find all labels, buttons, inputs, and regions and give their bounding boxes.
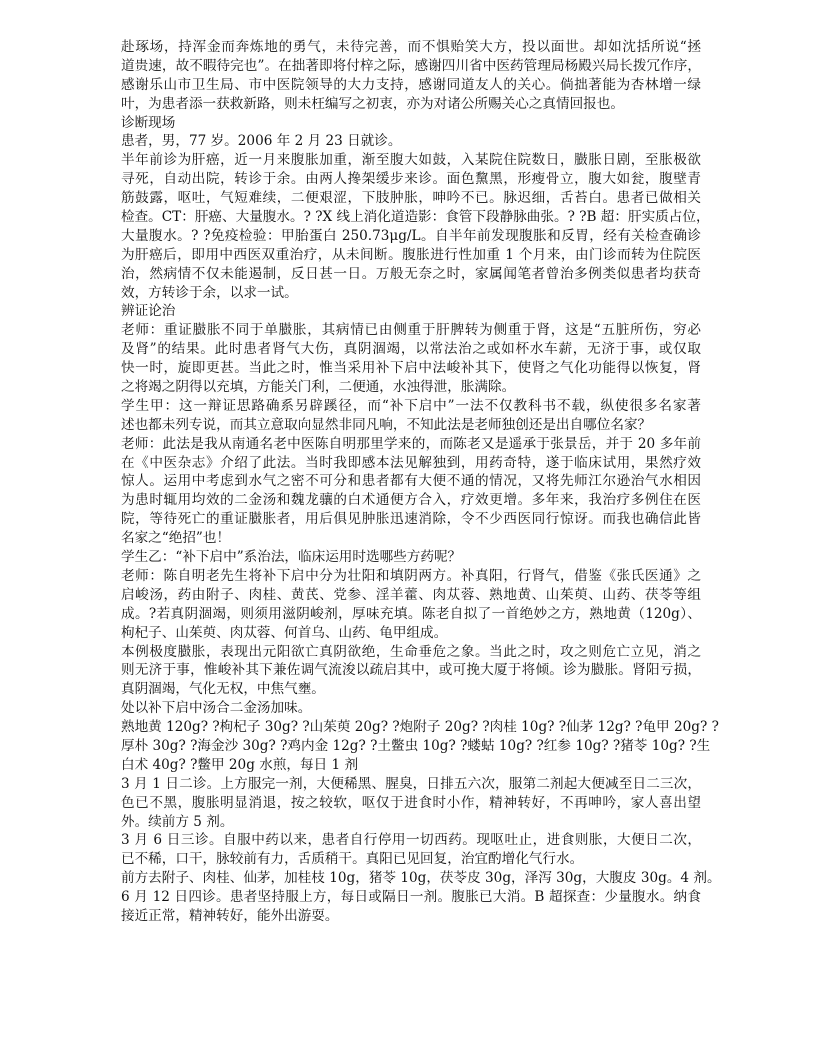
- text-line: 则无济于事，惟峻补其下兼佐调气流浚以疏启其中，或可挽大厦于将倾。诊为臌胀。肾阳亏损，: [121, 662, 701, 679]
- text-line: 道贵速，故不暇待完也”。在拙著即将付梓之际，感谢四川省中医药管理局杨殿兴局长拨冗作序，: [121, 57, 701, 74]
- text-line: 老师：此法是我从南通名老中医陈自明那里学来的，而陈老又是遥承于张景岳，并于 20 多年前: [121, 435, 701, 452]
- text-line: 及肾”的结果。此时患者肾气大伤，真阴涸竭，以常法治之或如杯水车薪，无济于事，或仅取: [121, 341, 701, 358]
- text-line: 惊人。运用中考虑到水气之密不可分和患者都有大便不通的情况，又将先师江尔逊治气水相因: [121, 473, 701, 490]
- text-line: 成。?若真阴涸竭，则须用滋阴峻剂，厚味充填。陈老自拟了一首绝妙之方，熟地黄（120g）、: [121, 605, 701, 622]
- text-line: 筋鼓露，呕吐，气短难续，二便艰涩，下肢肿胀，呻吟不已。脉迟细，舌苔白。患者已做相关: [121, 190, 701, 207]
- text-line: 已不稀，口干，脉较前有力，舌质稍干。真阳已见回复，治宜酌增化气行水。: [121, 851, 584, 868]
- text-line: 本例极度臌胀，表现出元阳欲亡真阴欲绝，生命垂危之象。当此之时，攻之则危亡立见，消之: [121, 643, 701, 660]
- text-line: 处以补下启中汤合二金汤加味。: [121, 700, 312, 717]
- text-line: 色已不黑，腹胀明显消退，按之较软，呕仅于进食时小作，精神转好，不再呻吟，家人喜出望: [121, 794, 701, 811]
- paragraph: [121, 132, 701, 151]
- text-line: 厚朴 30g? ?海金沙 30g? ?鸡内金 12g? ?土鳖虫 10g? ?蝼蛄 10g? ?红参 10g? ?猪苓 10g? ?生: [121, 737, 711, 754]
- text-line: 半年前诊为肝癌，近一月来腹胀加重，渐至腹大如鼓，入某院住院数日，臌胀日剧，至胀极欲: [121, 152, 701, 169]
- paragraph: [121, 831, 701, 869]
- document-page: [121, 38, 721, 926]
- text-line: 为患时辄用均效的二金汤和魏龙骧的白术通便方合入，疗效更增。多年来，我治疗多例住在医: [121, 492, 701, 509]
- text-line: 寻死，自动出院，转诊于余。由两人搀架缓步来诊。面色黧黑，形瘦骨立，腹大如瓮，腹壁青: [121, 171, 701, 188]
- text-line: 3 月 6 日三诊。自服中药以来，患者自行停用一切西药。现呕吐止，进食则胀，大便日二次，: [121, 832, 701, 849]
- text-line: 叶，为患者添一获救新路，则未枉编写之初衷，亦为对诸公所赐关心之真情回报也。: [121, 95, 624, 112]
- text-line: 外。续前方 5 剂。: [121, 813, 234, 830]
- text-line: 老师：陈自明老先生将补下启中分为壮阳和填阴两方。补真阳，行肾气，借鉴《张氏医通》之: [121, 567, 701, 584]
- text-line: 感谢乐山市卫生局、市中医院领导的大力支持，感谢同道友人的关心。倘拙著能为杏林增一绿: [121, 76, 701, 93]
- text-line: 老师：重证臌胀不同于单臌胀，其病情已由侧重于肝脾转为侧重于肾，这是“五脏所伤，穷必: [121, 322, 701, 339]
- paragraph: [121, 643, 701, 700]
- text-line: 快一时，旋即更甚。当此之时，惟当采用补下启中法峻补其下，使肾之气化功能得以恢复，肾: [121, 360, 701, 377]
- paragraph: [121, 888, 701, 926]
- text-line: 在《中医杂志》介绍了此法。当时我即感本法见解独到，用药奇特，遂于临床试用，果然疗效: [121, 454, 701, 471]
- text-line: 为肝癌后，即用中西医双重治疗，从未间断。腹胀进行性加重 1 个月来，由门诊而转为住院医: [121, 246, 701, 263]
- text-line: 白术 40g? ?鳖甲 20g 水煎，每日 1 剂: [121, 756, 359, 773]
- text-line: 名家之“绝招”也！: [121, 530, 231, 547]
- text-line: 接近正常，精神转好，能外出游耍。: [121, 907, 339, 924]
- text-line: 院，等待死亡的重证臌胀者，用后俱见肿胀迅速消除，令不少西医同行惊讶。而我也确信此皆: [121, 511, 701, 528]
- paragraph: [121, 397, 701, 435]
- section-heading: [121, 302, 701, 321]
- paragraph: [121, 38, 701, 114]
- paragraph: [121, 548, 701, 567]
- text-line: 熟地黄 120g? ?枸杞子 30g? ?山茱萸 20g? ?炮附子 20g? ?肉桂 10g? ?仙茅 12g? ?龟甲 20g? ?: [121, 719, 719, 736]
- paragraph: [121, 151, 710, 302]
- paragraph: [121, 699, 701, 718]
- paragraph: [121, 718, 719, 775]
- text-line: 学生甲：这一辩证思路确系另辟蹊径，而“补下启中”一法不仅教科书不载，纵使很多名家著: [121, 397, 701, 414]
- text-line: 患者，男，77 岁。2006 年 2 月 23 日就诊。: [121, 133, 402, 150]
- text-line: 之将竭之阴得以充填，方能关门利，二便通，水浊得泄，胀满除。: [121, 379, 516, 396]
- text-line: 学生乙：“补下启中”系治法，临床运用时选哪些方药呢？: [121, 549, 462, 566]
- text-line: 大量腹水。? ?免疫检验：甲胎蛋白 250.73μg/L。自半年前发现腹胀和反胃，经有关检查确诊: [121, 227, 701, 244]
- text-line: 赴琢场，持浑金而奔炼地的勇气，未待完善，而不惧贻笑大方，投以面世。却如沈括所说“拯: [121, 39, 701, 55]
- text-line: 辨证论治: [121, 303, 176, 320]
- text-line: 6 月 12 日四诊。患者坚持服上方，每日或隔日一剂。腹胀已大消。B 超探查：少量腹水。纳食: [121, 889, 701, 906]
- text-line: 治，然病情不仅未能遏制，反日甚一日。万般无奈之时，家属闻笔者曾治多例类似患者均获奇: [121, 265, 701, 282]
- paragraph: [121, 435, 701, 548]
- text-line: 启峻汤，药由附子、肉桂、黄芪、党参、淫羊藿、肉苁蓉、熟地黄、山茱萸、山药、茯苓等组: [121, 586, 701, 603]
- text-line: 真阴涸竭，气化无权，中焦气壅。: [121, 681, 325, 698]
- paragraph: [121, 775, 701, 832]
- section-heading: [121, 114, 701, 133]
- text-line: 效，方转诊于余，以求一试。: [121, 284, 298, 301]
- paragraph: [121, 869, 721, 888]
- text-line: 枸杞子、山茱萸、肉苁蓉、何首乌、山药、龟甲组成。: [121, 624, 448, 641]
- paragraph: [121, 321, 701, 397]
- text-line: 诊断现场: [121, 114, 176, 131]
- text-line: 述也都未列专说，而其立意取向显然非同凡响，不知此法是老师独创还是出自哪位名家？: [121, 416, 652, 433]
- text-line: 前方去附子、肉桂、仙茅，加桂枝 10g，猪苓 10g，茯苓皮 30g，泽泻 30g，大腹皮 30g。4 剂。: [121, 870, 721, 887]
- paragraph: [121, 567, 701, 643]
- text-line: 3 月 1 日二诊。上方服完一剂，大便稀黑、腥臭，日排五六次，服第二剂起大便减至日二三次，: [121, 775, 701, 792]
- text-line: 检查。CT：肝癌、大量腹水。? ?X 线上消化道造影：食管下段静脉曲张。? ?B 超：肝实质占位，: [121, 209, 710, 226]
